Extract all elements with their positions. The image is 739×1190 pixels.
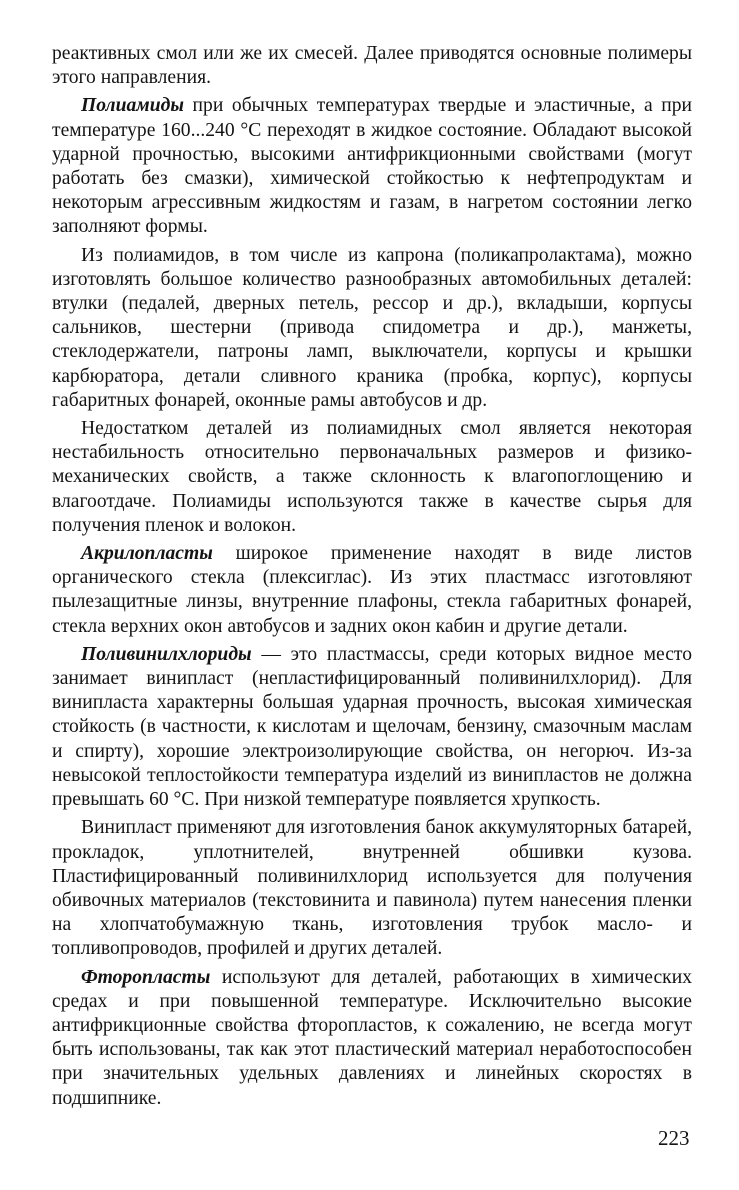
term-polyvinylchlorides: Поливинилхлориды xyxy=(81,643,252,665)
page-body xyxy=(52,42,692,1111)
page-number: 223 xyxy=(658,1126,690,1150)
paragraph-polyamide-parts xyxy=(52,244,692,413)
paragraph-acryloplasts xyxy=(52,542,692,639)
paragraph-text: — это пластмассы, среди которых видное место занимает винипласт (непластифицированный поливинилхлорид). Для винипласта характерны большая ударная прочность, высокая химическая стойкость (в частности, к кислотам и щелочам, бензину, смазочным маслам и спирту), хорошие электроизолирующие свойства, он негорюч. Из-за невысокой теплостойкости температура изделий из винипластов не должна превышать 60 °С. При низкой температуре появляется хрупкость. xyxy=(52,643,692,811)
paragraph-viniplast-uses xyxy=(52,816,692,961)
paragraph-polyamides xyxy=(52,94,692,239)
term-polyamides: Полиамиды xyxy=(81,95,184,117)
term-fluoroplasts: Фторопласты xyxy=(81,966,211,988)
paragraph-polyamide-drawbacks xyxy=(52,417,692,538)
term-acryloplasts: Акрилопласты xyxy=(81,543,213,565)
paragraph-fluoroplasts xyxy=(52,966,692,1111)
paragraph-text: реактивных смол или же их смесей. Далее приводятся основные полимеры этого направления. xyxy=(52,43,692,89)
paragraph-polyvinylchlorides xyxy=(52,643,692,812)
paragraph-text: Винипласт применяют для изготовления банок аккумуляторных батарей, прокладок, уплотнителей, внутренней обшивки кузова. Пластифицированный поливинилхлорид используется для получения обивочных материалов (текстовинита и павинола) путем нанесения пленки на хлопчатобумажную ткань, изготовления трубок масло- и топливопроводов, профилей и других деталей. xyxy=(52,817,692,960)
paragraph-text: Недостатком деталей из полиамидных смол является некоторая нестабильность относительно первоначальных размеров и физико-механических свойств, а также склонность к влагопоглощению и влагоотдаче. Полиамиды используются также в качестве сырья для получения пленок и волокон. xyxy=(52,418,692,536)
paragraph-continuation xyxy=(52,42,692,90)
paragraph-text: используют для деталей, работающих в химических средах и при повышенной температуре. Исключительно высокие антифрикционные свойства фторопластов, к сожалению, не всегда могут быть использованы, так как этот пластический материал неработоспособен при значительных удельных давлениях и линейных скоростях в подшипнике. xyxy=(52,966,692,1109)
paragraph-text: при обычных температурах твердые и эластичные, а при температуре 160...240 °С переходят в жидкое состояние. Обладают высокой ударной прочностью, высокими антифрикционными свойствами (могут работать без смазки), химической стойкостью к нефтепродуктам и некоторым агрессивным жидкостям и газам, в нагретом состоянии легко заполняют формы. xyxy=(52,95,692,238)
paragraph-text: широкое применение находят в виде листов органического стекла (плексиглас). Из этих пластмасс изготовляют пылезащитные линзы, внутренние плафоны, стекла габаритных фонарей, стекла верхних окон автобусов и задних окон кабин и другие детали. xyxy=(52,543,692,637)
paragraph-text: Из полиамидов, в том числе из капрона (поликапролактама), можно изготовлять большое количество разнообразных автомобильных деталей: втулки (педалей, дверных петель, рессор и др.), вкладыши, корпусы сальников, шестерни (привода спидометра и др.), манжеты, стеклодержатели, патроны ламп, выключатели, корпусы и крышки карбюратора, детали сливного краника (пробка, корпус), корпусы габаритных фонарей, оконные рамы автобусов и др. xyxy=(52,244,692,411)
